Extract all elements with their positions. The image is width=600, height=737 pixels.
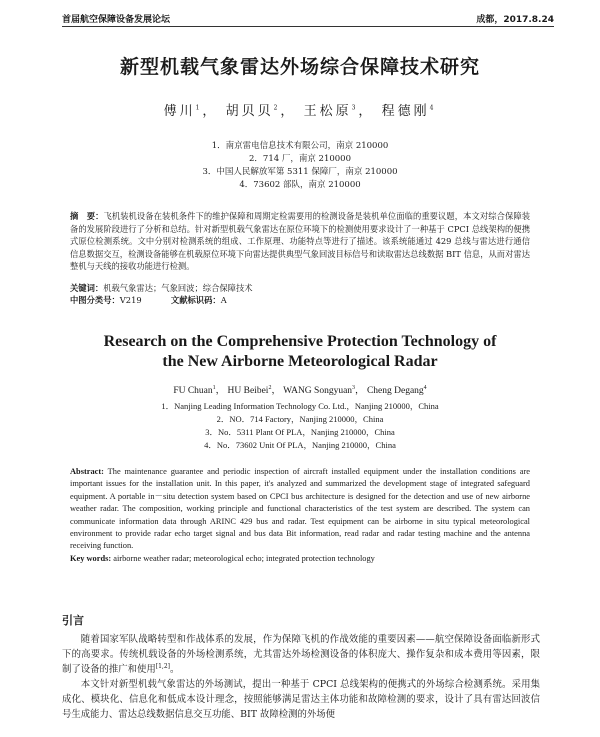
author-en-3: WANG Songyuan$^3$， (283, 384, 365, 396)
body-text (62, 632, 540, 722)
citation: [1,2] (155, 662, 170, 670)
abstract-label: 摘 要： (70, 211, 104, 221)
author-3: 王松原$^3$， (303, 104, 375, 119)
author-1: 傅川$^1$， (163, 104, 219, 119)
affiliations-english (0, 400, 600, 452)
author-en-2: HU Beibei$^2$， (227, 384, 281, 396)
author-en-4: Cheng Degang$^4$ (366, 384, 427, 396)
title-chinese: 新型机载气象雷达外场综合保障技术研究 (119, 56, 480, 78)
affiliation-en-1: 1．Nanjing Leading Information Technology Co. Ltd.，Nanjing 210000，China (161, 401, 439, 411)
abstract-english (70, 466, 530, 565)
title-english: Research on the Comprehensive Protection Technology of the New Airborne Meteorological Radar (103, 333, 497, 370)
affiliation-2: 2．714 厂，南京 210000 (249, 154, 351, 164)
abstract-chinese (70, 210, 530, 273)
abstract-en-text: The maintenance guarantee and periodic inspection of aircraft installed equipment under the installation conditions are important issues for the installation unit. In this paper, it's analyzed and summarized the development stage of integrated safeguard equipment. A portable in－situ detection system based on CPCI bus architecture is designed for the detection and use of new airborne weather radar. The composition, working principle and functional characteristics of the test system are described. The system can communicate information data through ARINC 429 bus and radar. Test equipment can be airborne in situ typical meteorological environment to provide radar echo target signal and bus data Bit information, read radar and radar testing machine and the antenna receiving function. (70, 467, 530, 551)
affiliations-chinese (0, 140, 600, 192)
location-date: 成都，2017.8.24 (476, 15, 554, 25)
body-paragraph-2: 本文针对新型机载气象雷达的外场测试，提出一种基于 CPCI 总线架构的便携式的外场综合检测系统。采用集成化、模块化、信息化和低成本设计理念，按照能够满足雷达主体功能和故障检测的要求，设计了具有雷达回波信号生成能力、雷达总线数据信息交互功能、BIT 故障检测的外场便 (62, 679, 540, 720)
affiliation-en-3: 3．No．5311 Plant Of PLA，Nanjing 210000，China (205, 427, 395, 437)
author-4: 程德刚$^4$ (381, 104, 437, 119)
affiliation-en-4: 4．No．73602 Unit Of PLA，Nanjing 210000，China (204, 440, 396, 450)
authors-english (0, 382, 600, 396)
author-2: 胡贝贝$^2$， (225, 104, 297, 119)
journal-name: 首届航空保障设备发展论坛 (62, 15, 171, 25)
affiliation-3: 3．中国人民解放军第 5311 保障厂，南京 210000 (202, 167, 398, 177)
abstract-en-label: Abstract: (70, 467, 104, 476)
affiliation-4: 4．73602 部队，南京 210000 (239, 180, 361, 190)
affiliation-en-2: 2．NO．714 Factory，Nanjing 210000，China (216, 414, 384, 424)
section-heading-introduction: 引言 (62, 614, 84, 627)
body-paragraph-1: 随着国家军队战略转型和作战体系的发展，作为保障飞机的作战效能的重要因素——航空保障设备面临新形式下的高要求。传统机载设备的外场检测系统，尤其雷达外场检测设备的体积庞大、操作复杂和成本费用等因素，限制了设备的推广和使用[1,2]。 (62, 634, 540, 675)
authors-chinese (0, 100, 600, 119)
keywords-english: Key words: airborne weather radar; meteorological echo; integrated protection technology (70, 553, 375, 563)
classification-line: 中图分类号：V219 文献标识码：A (70, 295, 227, 305)
author-en-1: FU Chuan$^1$， (173, 384, 226, 396)
abstract-text: 飞机装机设备在装机条件下的维护保障和周期定检需要用的检测设备是装机单位面临的重要议题，本文对综合保障装备的发展阶段进行了分析和总结。针对新型机载气象雷达在原位环境下的检测使用要求设计了一种基于 CPCI 总线架构的便携式原位检测系统。文中分别对检测系统的组成、工作原理、功能特点等进行了描述。该系统能通过 429 总线与雷达进行通信信息数据交互，检测设备能够在机载原位环境下向雷达提供典型气象回波目标信号和读取雷达总线数据 BIT 信息，从而对雷达整机与天线的接收功能进行检测。 (70, 211, 530, 271)
running-header (62, 10, 554, 27)
affiliation-1: 1．南京雷电信息技术有限公司，南京 210000 (211, 141, 389, 151)
keywords-chinese: 关键词：机载气象雷达；气象回波；综合保障技术 (70, 283, 253, 293)
